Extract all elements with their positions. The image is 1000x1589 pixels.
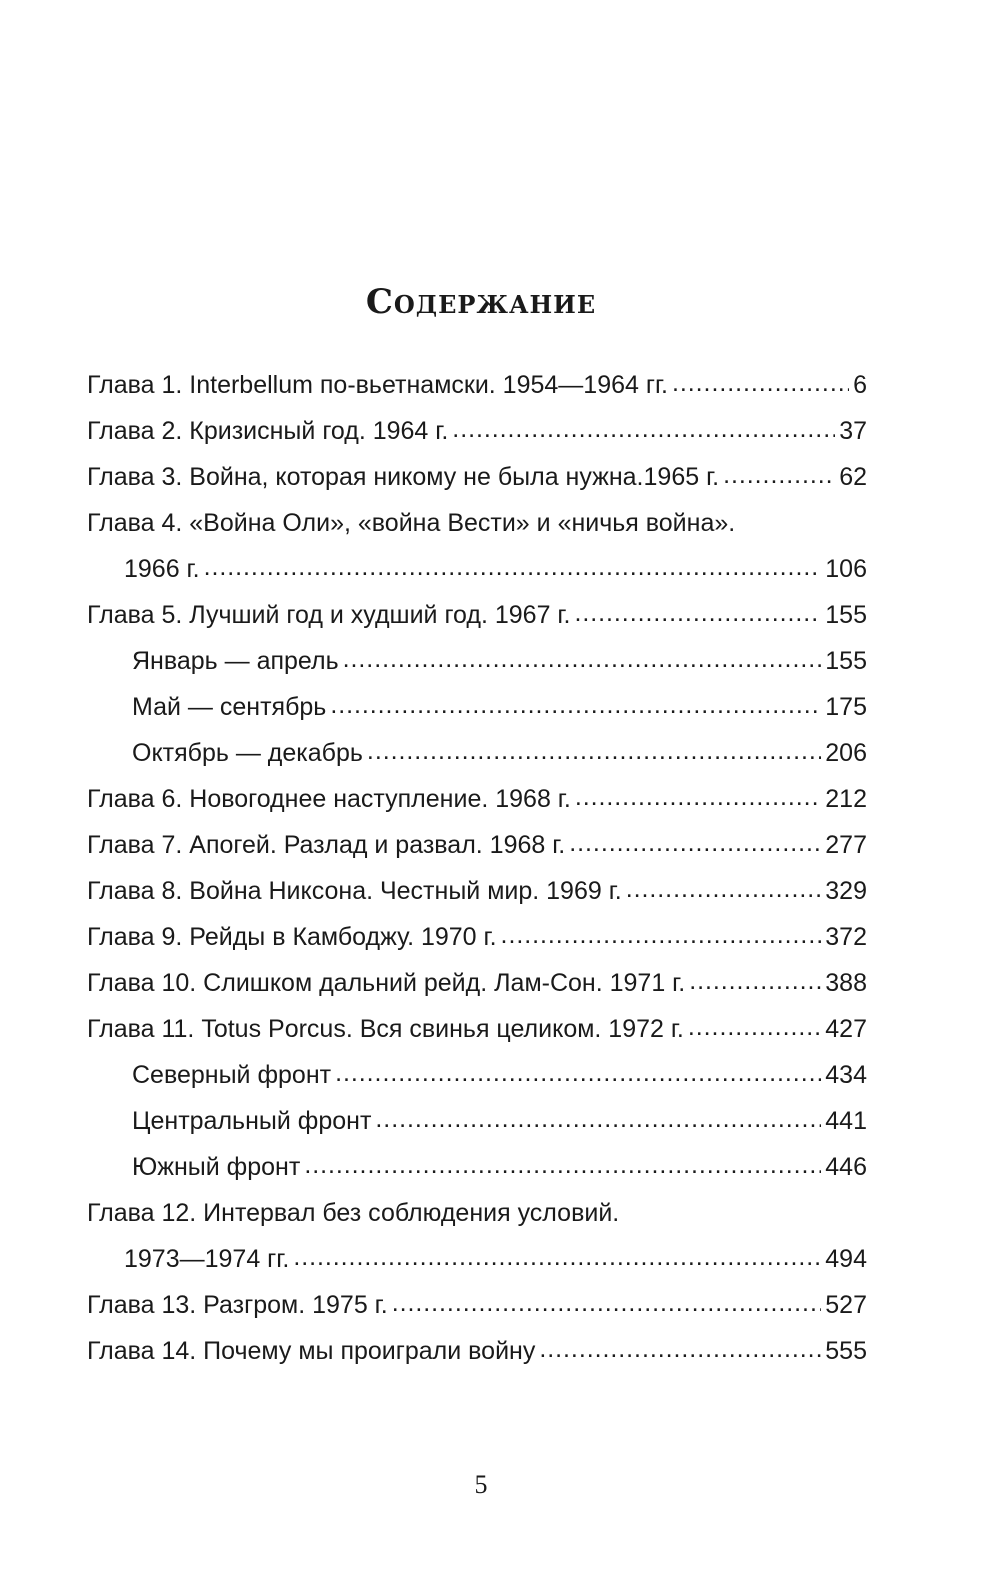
- toc-entry-label: Центральный фронт: [132, 1107, 372, 1135]
- toc-entry-label: Глава 8. Война Никсона. Честный мир. 1969 г.: [87, 877, 622, 905]
- toc-entry-page: 206: [825, 739, 867, 767]
- toc-entry-chapter-7[interactable]: [87, 822, 867, 868]
- toc-entry-label: Глава 2. Кризисный год. 1964 г.: [87, 417, 449, 445]
- dot-leader: [575, 774, 821, 820]
- toc-entry-label: Глава 12. Интервал без соблюдения условий.: [87, 1199, 620, 1227]
- toc-entry-label: Глава 9. Рейды в Камбоджу. 1970 г.: [87, 923, 497, 951]
- toc-entry-chapter-1[interactable]: [87, 362, 867, 408]
- toc-subentry-oct-dec[interactable]: [87, 730, 867, 776]
- toc-entry-chapter-9[interactable]: [87, 914, 867, 960]
- dot-leader: [343, 636, 822, 682]
- toc-entry-chapter-4[interactable]: [87, 500, 867, 546]
- toc-entry-label: Глава 11. Totus Porcus. Вся свинья целиком. 1972 г.: [87, 1015, 684, 1043]
- toc-entry-label: Глава 10. Слишком дальний рейд. Лам-Сон. 1971 г.: [87, 969, 686, 997]
- toc-entry-label: Май — сентябрь: [132, 693, 327, 721]
- toc-subentry-northern-front[interactable]: [87, 1052, 867, 1098]
- toc-entry-label-continued: 1966 г.: [124, 555, 200, 583]
- table-of-contents: [87, 362, 867, 1374]
- toc-entry-label: Северный фронт: [132, 1061, 332, 1089]
- toc-entry-label: Глава 7. Апогей. Разлад и развал. 1968 г.: [87, 831, 566, 859]
- dot-leader: [501, 912, 822, 958]
- dot-leader: [293, 1234, 821, 1280]
- toc-entry-chapter-2[interactable]: [87, 408, 867, 454]
- toc-entry-label: Глава 14. Почему мы проиграли войну: [87, 1337, 536, 1365]
- dot-leader: [688, 1004, 821, 1050]
- toc-entry-chapter-12[interactable]: [87, 1190, 867, 1236]
- toc-entry-label: Глава 5. Лучший год и худший год. 1967 г.: [87, 601, 571, 629]
- toc-entry-label: Глава 4. «Война Оли», «война Вести» и «ничья война».: [87, 509, 736, 537]
- toc-entry-page: 388: [825, 969, 867, 997]
- toc-entry-page: 372: [825, 923, 867, 951]
- dot-leader: [392, 1280, 822, 1326]
- toc-entry-page: 434: [825, 1061, 867, 1089]
- dot-leader: [335, 1050, 821, 1096]
- toc-entry-chapter-6[interactable]: [87, 776, 867, 822]
- dot-leader: [626, 866, 822, 912]
- toc-entry-label: Глава 6. Новогоднее наступление. 1968 г.: [87, 785, 571, 813]
- toc-entry-page: 329: [825, 877, 867, 905]
- dot-leader: [367, 728, 821, 774]
- toc-entry-page: 555: [825, 1337, 867, 1365]
- toc-entry-chapter-12-continued[interactable]: [87, 1236, 867, 1282]
- toc-entry-page: 175: [825, 693, 867, 721]
- dot-leader: [723, 452, 835, 498]
- dot-leader: [689, 958, 821, 1004]
- toc-entry-label: Глава 13. Разгром. 1975 г.: [87, 1291, 388, 1319]
- toc-entry-page: 427: [825, 1015, 867, 1043]
- page-number: 5: [474, 1470, 488, 1499]
- toc-entry-chapter-11[interactable]: [87, 1006, 867, 1052]
- toc-entry-page: 527: [825, 1291, 867, 1319]
- toc-subentry-may-sep[interactable]: [87, 684, 867, 730]
- toc-entry-chapter-13[interactable]: [87, 1282, 867, 1328]
- toc-entry-page: 62: [839, 463, 867, 491]
- toc-entry-page: 37: [839, 417, 867, 445]
- toc-subentry-southern-front[interactable]: [87, 1144, 867, 1190]
- toc-entry-label: Январь — апрель: [132, 647, 339, 675]
- page-title: Содержание: [365, 282, 597, 322]
- dot-leader: [569, 820, 821, 866]
- toc-entry-chapter-3[interactable]: [87, 454, 867, 500]
- toc-entry-page: 446: [825, 1153, 867, 1181]
- toc-entry-page: 494: [825, 1245, 867, 1273]
- toc-entry-page: 212: [825, 785, 867, 813]
- toc-entry-chapter-14[interactable]: [87, 1328, 867, 1374]
- dot-leader: [375, 1096, 821, 1142]
- toc-entry-chapter-4-continued[interactable]: [87, 546, 867, 592]
- dot-leader: [304, 1142, 821, 1188]
- toc-entry-page: 155: [825, 601, 867, 629]
- toc-entry-chapter-5[interactable]: [87, 592, 867, 638]
- dot-leader: [672, 360, 849, 406]
- dot-leader: [452, 406, 835, 452]
- dot-leader: [574, 590, 821, 636]
- toc-entry-label: Октябрь — декабрь: [132, 739, 363, 767]
- toc-entry-label: Южный фронт: [132, 1153, 301, 1181]
- toc-entry-page: 106: [825, 555, 867, 583]
- toc-entry-label-continued: 1973—1974 гг.: [124, 1245, 290, 1273]
- toc-entry-page: 277: [825, 831, 867, 859]
- dot-leader: [539, 1326, 821, 1372]
- toc-entry-page: 6: [853, 371, 867, 399]
- toc-entry-page: 441: [825, 1107, 867, 1135]
- toc-subentry-central-front[interactable]: [87, 1098, 867, 1144]
- toc-entry-label: Глава 3. Война, которая никому не была нужна.1965 г.: [87, 463, 720, 491]
- toc-entry-label: Глава 1. Interbellum по-вьетнамски. 1954—1964 гг.: [87, 371, 668, 399]
- toc-entry-page: 155: [825, 647, 867, 675]
- toc-subentry-jan-apr[interactable]: [87, 638, 867, 684]
- dot-leader: [330, 682, 821, 728]
- toc-entry-chapter-8[interactable]: [87, 868, 867, 914]
- toc-entry-chapter-10[interactable]: [87, 960, 867, 1006]
- dot-leader: [204, 544, 822, 590]
